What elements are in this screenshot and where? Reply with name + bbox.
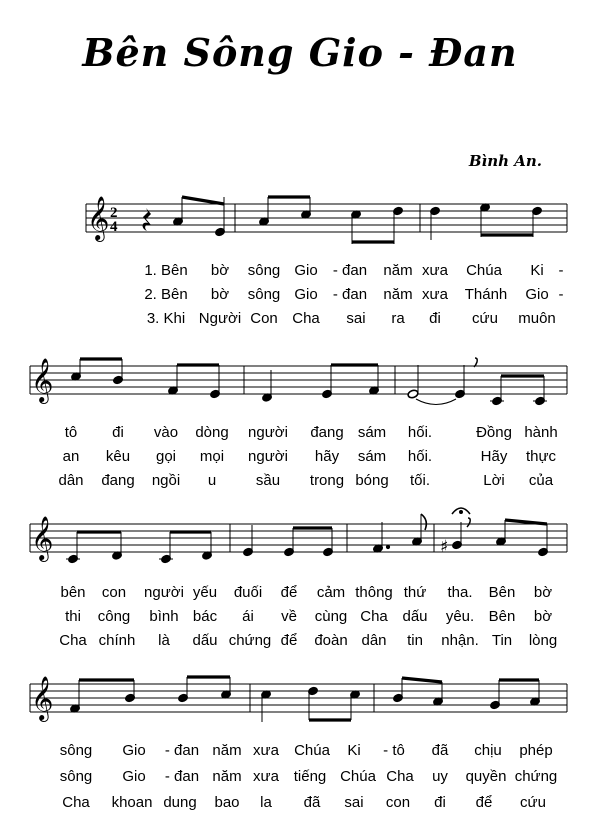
- lyric: chứng: [228, 632, 272, 649]
- lyric: an: [62, 448, 80, 465]
- lyrics-verse-line: [0, 794, 600, 814]
- lyric: dấu: [192, 632, 218, 649]
- lyrics-verse-line: [0, 448, 600, 468]
- breath-mark-icon: [467, 518, 470, 527]
- lyric: người: [144, 584, 184, 601]
- lyric: về: [281, 608, 297, 625]
- lyric: Người: [198, 310, 242, 327]
- lyric: hối.: [407, 448, 433, 465]
- lyric: quyền: [465, 768, 507, 785]
- lyric: bờ: [533, 584, 553, 601]
- lyric: năm: [383, 262, 413, 279]
- svg-text:𝄞: 𝄞: [31, 516, 54, 560]
- treble-clef-icon: [31, 676, 53, 722]
- tie: [416, 399, 456, 405]
- lyric: yếu: [192, 584, 218, 601]
- lyric: sám: [357, 424, 387, 441]
- lyric: sầu: [255, 472, 281, 489]
- lyric: mọi: [199, 448, 225, 465]
- lyric: đang: [310, 424, 344, 441]
- lyric: - tô: [383, 742, 405, 759]
- treble-clef-icon: [31, 358, 53, 404]
- lyric: đã: [431, 742, 449, 759]
- lyric: con: [101, 584, 127, 601]
- lyric: dân: [58, 472, 84, 489]
- lyric: để: [280, 632, 298, 649]
- lyric: sông: [59, 768, 93, 785]
- lyric: Đồng: [476, 424, 512, 441]
- lyric: cứu: [472, 310, 498, 327]
- lyric: năm: [383, 286, 413, 303]
- lyric: Ki: [530, 262, 544, 279]
- lyric: thực: [525, 448, 557, 465]
- lyric: tối.: [409, 472, 431, 489]
- lyric: xưa: [422, 262, 448, 279]
- treble-clef-icon: [31, 516, 53, 562]
- lyric: Tin: [491, 632, 513, 649]
- staff-lines: [30, 366, 567, 394]
- lyric: la: [260, 794, 272, 811]
- lyric: Gio: [294, 262, 318, 279]
- lyric: con: [385, 794, 411, 811]
- lyric: - đan: [164, 742, 200, 759]
- lyric: Ki: [347, 742, 361, 759]
- lyric: năm: [212, 742, 242, 759]
- lyric: -: [558, 262, 564, 279]
- lyrics-verse-line: [0, 310, 600, 330]
- lyric: uy: [432, 768, 448, 785]
- lyric: 2. Bên: [144, 286, 188, 303]
- lyric: công: [97, 608, 131, 625]
- lyric: thứ: [403, 584, 427, 601]
- lyric: hối.: [407, 424, 433, 441]
- lyrics-verse-line: [0, 584, 600, 604]
- lyric: - đan: [332, 286, 368, 303]
- lyric: chịu: [474, 742, 502, 759]
- lyric: Bên: [488, 584, 516, 601]
- lyric: ngồi: [151, 472, 181, 489]
- lyric: Cha: [360, 608, 388, 625]
- notes: [71, 358, 547, 406]
- lyric: Lời: [483, 472, 505, 489]
- lyric: -: [558, 286, 564, 303]
- lyric: tha.: [447, 584, 473, 601]
- lyric: cảm: [316, 584, 346, 601]
- svg-text:𝄞: 𝄞: [31, 358, 54, 402]
- lyric: ra: [391, 310, 405, 327]
- lyrics-verse-line: [0, 768, 600, 788]
- lyric: sông: [247, 286, 281, 303]
- staff-system-4: [0, 660, 600, 740]
- sharp-icon: ♯: [440, 537, 449, 557]
- lyric: để: [475, 794, 493, 811]
- lyric: vào: [153, 424, 179, 441]
- composer-name: Bình An.: [468, 152, 542, 170]
- lyric: ái: [242, 608, 254, 625]
- lyrics-verse-line: [0, 424, 600, 444]
- lyric: bờ: [533, 608, 553, 625]
- lyric: đi: [434, 794, 446, 811]
- lyric: bình: [149, 608, 179, 625]
- lyric: Gio: [122, 768, 146, 785]
- lyric: bên: [60, 584, 86, 601]
- lyrics-verse-line: [0, 286, 600, 306]
- lyric: 3. Khi: [146, 310, 186, 327]
- lyric: dòng: [195, 424, 229, 441]
- lyric: Cha: [292, 310, 320, 327]
- dot: [386, 545, 389, 548]
- lyric: bác: [192, 608, 218, 625]
- lyric: xưa: [253, 768, 279, 785]
- lyric: sông: [247, 262, 281, 279]
- staff-lines: [30, 684, 567, 712]
- time-signature-top: 2: [110, 205, 118, 221]
- svg-text:𝄞: 𝄞: [31, 676, 54, 720]
- lyric: xưa: [253, 742, 279, 759]
- lyric: Thánh: [464, 286, 508, 303]
- lyric: lòng: [528, 632, 558, 649]
- lyric: Gio: [122, 742, 146, 759]
- lyric: hãy: [314, 448, 340, 465]
- lyric: phép: [519, 742, 553, 759]
- note-half: [407, 389, 419, 399]
- lyric: bao: [214, 794, 240, 811]
- lyric: sám: [357, 448, 387, 465]
- lyric: của: [528, 472, 554, 489]
- lyric: 1. Bên: [144, 262, 188, 279]
- lyric: Cha: [62, 794, 90, 811]
- lyric: Chúa: [294, 742, 330, 759]
- lyric: đi: [429, 310, 441, 327]
- lyric: để: [280, 584, 298, 601]
- lyric: cứu: [520, 794, 546, 811]
- lyric: cùng: [314, 608, 348, 625]
- lyric: chứng: [514, 768, 558, 785]
- lyric: muôn: [518, 310, 556, 327]
- svg-text:𝄞: 𝄞: [87, 196, 110, 240]
- treble-clef-icon: [87, 196, 109, 242]
- lyric: dân: [361, 632, 387, 649]
- lyric: Bên: [488, 608, 516, 625]
- lyrics-verse-line: [0, 262, 600, 282]
- lyrics-verse-line: [0, 742, 600, 762]
- lyric: yêu.: [445, 608, 475, 625]
- lyrics-verse-line: [0, 632, 600, 652]
- lyric: hành: [524, 424, 558, 441]
- lyric: đi: [112, 424, 124, 441]
- lyric: tin: [407, 632, 423, 649]
- lyric: Chúa: [466, 262, 502, 279]
- song-title: Bên Sông Gio - Đan: [82, 30, 518, 75]
- staff-system-3: [0, 500, 600, 580]
- lyric: tiếng: [293, 768, 327, 785]
- lyric: Hãy: [480, 448, 508, 465]
- lyric: thông: [355, 584, 393, 601]
- lyric: kêu: [105, 448, 131, 465]
- lyric: Cha: [386, 768, 414, 785]
- staff-lines: [86, 204, 567, 232]
- lyric: xưa: [422, 286, 448, 303]
- lyric: Gio: [525, 286, 549, 303]
- lyric: sông: [59, 742, 93, 759]
- lyric: u: [207, 472, 217, 489]
- lyric: sai: [344, 794, 364, 811]
- lyric: sai: [346, 310, 366, 327]
- lyric: người: [248, 424, 288, 441]
- lyric: nhận.: [441, 632, 479, 649]
- lyric: Chúa: [340, 768, 376, 785]
- lyric: - đan: [332, 262, 368, 279]
- lyric: chính: [98, 632, 136, 649]
- lyric: gọi: [155, 448, 177, 465]
- lyric: dung: [163, 794, 197, 811]
- lyric: Con: [250, 310, 278, 327]
- lyric: khoan: [111, 794, 153, 811]
- time-signature-bottom: 4: [110, 219, 118, 235]
- lyric: đã: [303, 794, 321, 811]
- lyrics-verse-line: [0, 608, 600, 628]
- lyric: tô: [64, 424, 78, 441]
- lyric: đoàn: [314, 632, 348, 649]
- lyric: trong: [309, 472, 345, 489]
- lyric: Gio: [294, 286, 318, 303]
- lyric: Cha: [59, 632, 87, 649]
- notes: [66, 508, 548, 564]
- lyric: là: [158, 632, 170, 649]
- lyric: bóng: [355, 472, 389, 489]
- lyric: năm: [212, 768, 242, 785]
- lyric: - đan: [164, 768, 200, 785]
- lyric: người: [248, 448, 288, 465]
- lyrics-verse-line: [0, 472, 600, 492]
- lyric: bờ: [210, 286, 230, 303]
- lyric: dấu: [402, 608, 428, 625]
- lyric: bờ: [210, 262, 230, 279]
- staff-system-1: [0, 180, 600, 250]
- lyric: đuối: [233, 584, 263, 601]
- lyric: đang: [101, 472, 135, 489]
- lyric: thi: [65, 608, 81, 625]
- staff-system-2: [0, 338, 600, 418]
